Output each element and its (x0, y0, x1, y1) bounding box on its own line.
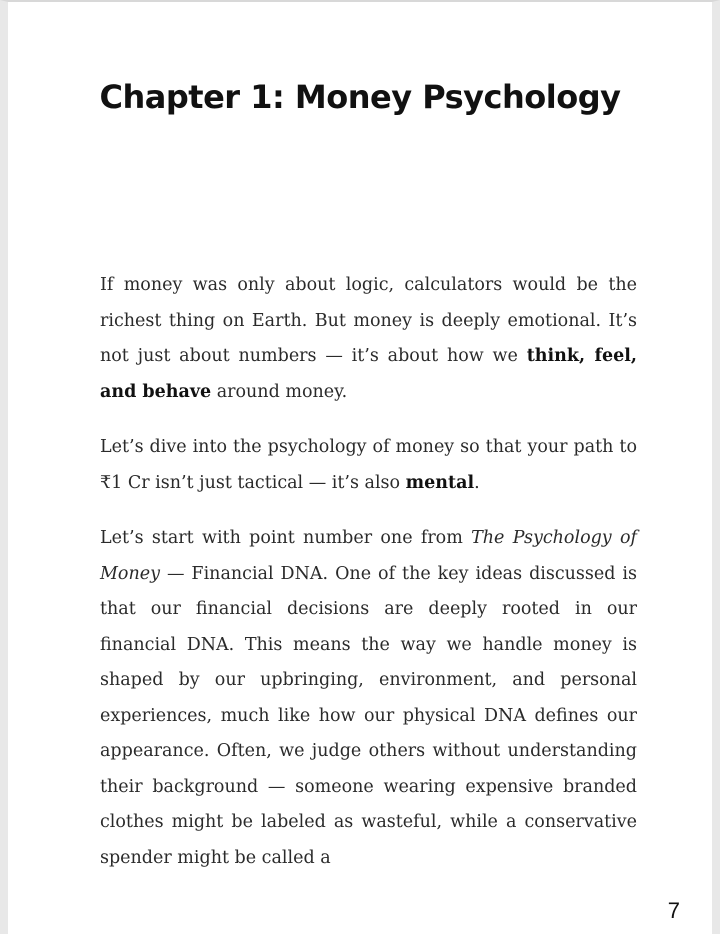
paragraph-3 (100, 521, 637, 876)
page-number: 7 (667, 898, 680, 923)
paragraph-2-text-b: . (474, 472, 480, 493)
paragraph-2 (100, 430, 637, 501)
paragraph-2-bold: mental (405, 472, 475, 493)
paragraph-3-text-a: Let’s start with point number one from (100, 528, 472, 548)
paragraph-1-text-b: around money. (211, 381, 348, 402)
paragraph-1 (100, 268, 637, 410)
chapter-body (100, 268, 637, 896)
book-title-italic: The Psychology of Money (100, 528, 637, 584)
chapter-title: Chapter 1: Money Psychology (99, 78, 621, 116)
paragraph-1-bold: think, feel, and behave (100, 346, 638, 402)
paragraph-1-text-a: If money was only about logic, calculators would be the richest thing on Earth. But money is deeply emotional. It’s not just about numbers — it’s about how we (100, 275, 637, 366)
paragraph-3-text-b: — Financial DNA. One of the key ideas discussed is that our financial decisions are deeply rooted in our financial DNA. This means the way we handle money is shaped by our upbringing, environment, and personal experiences, much like how our physical DNA defines our appearance. Often, we judge others without understanding their background — someone wearing expensive branded clothes might be labeled as wasteful, while a conservative spender might be called a (100, 563, 637, 868)
paragraph-2-text-a: Let’s dive into the psychology of money so that your path to ₹1 Cr isn’t just tactical — it’s also (100, 437, 637, 493)
